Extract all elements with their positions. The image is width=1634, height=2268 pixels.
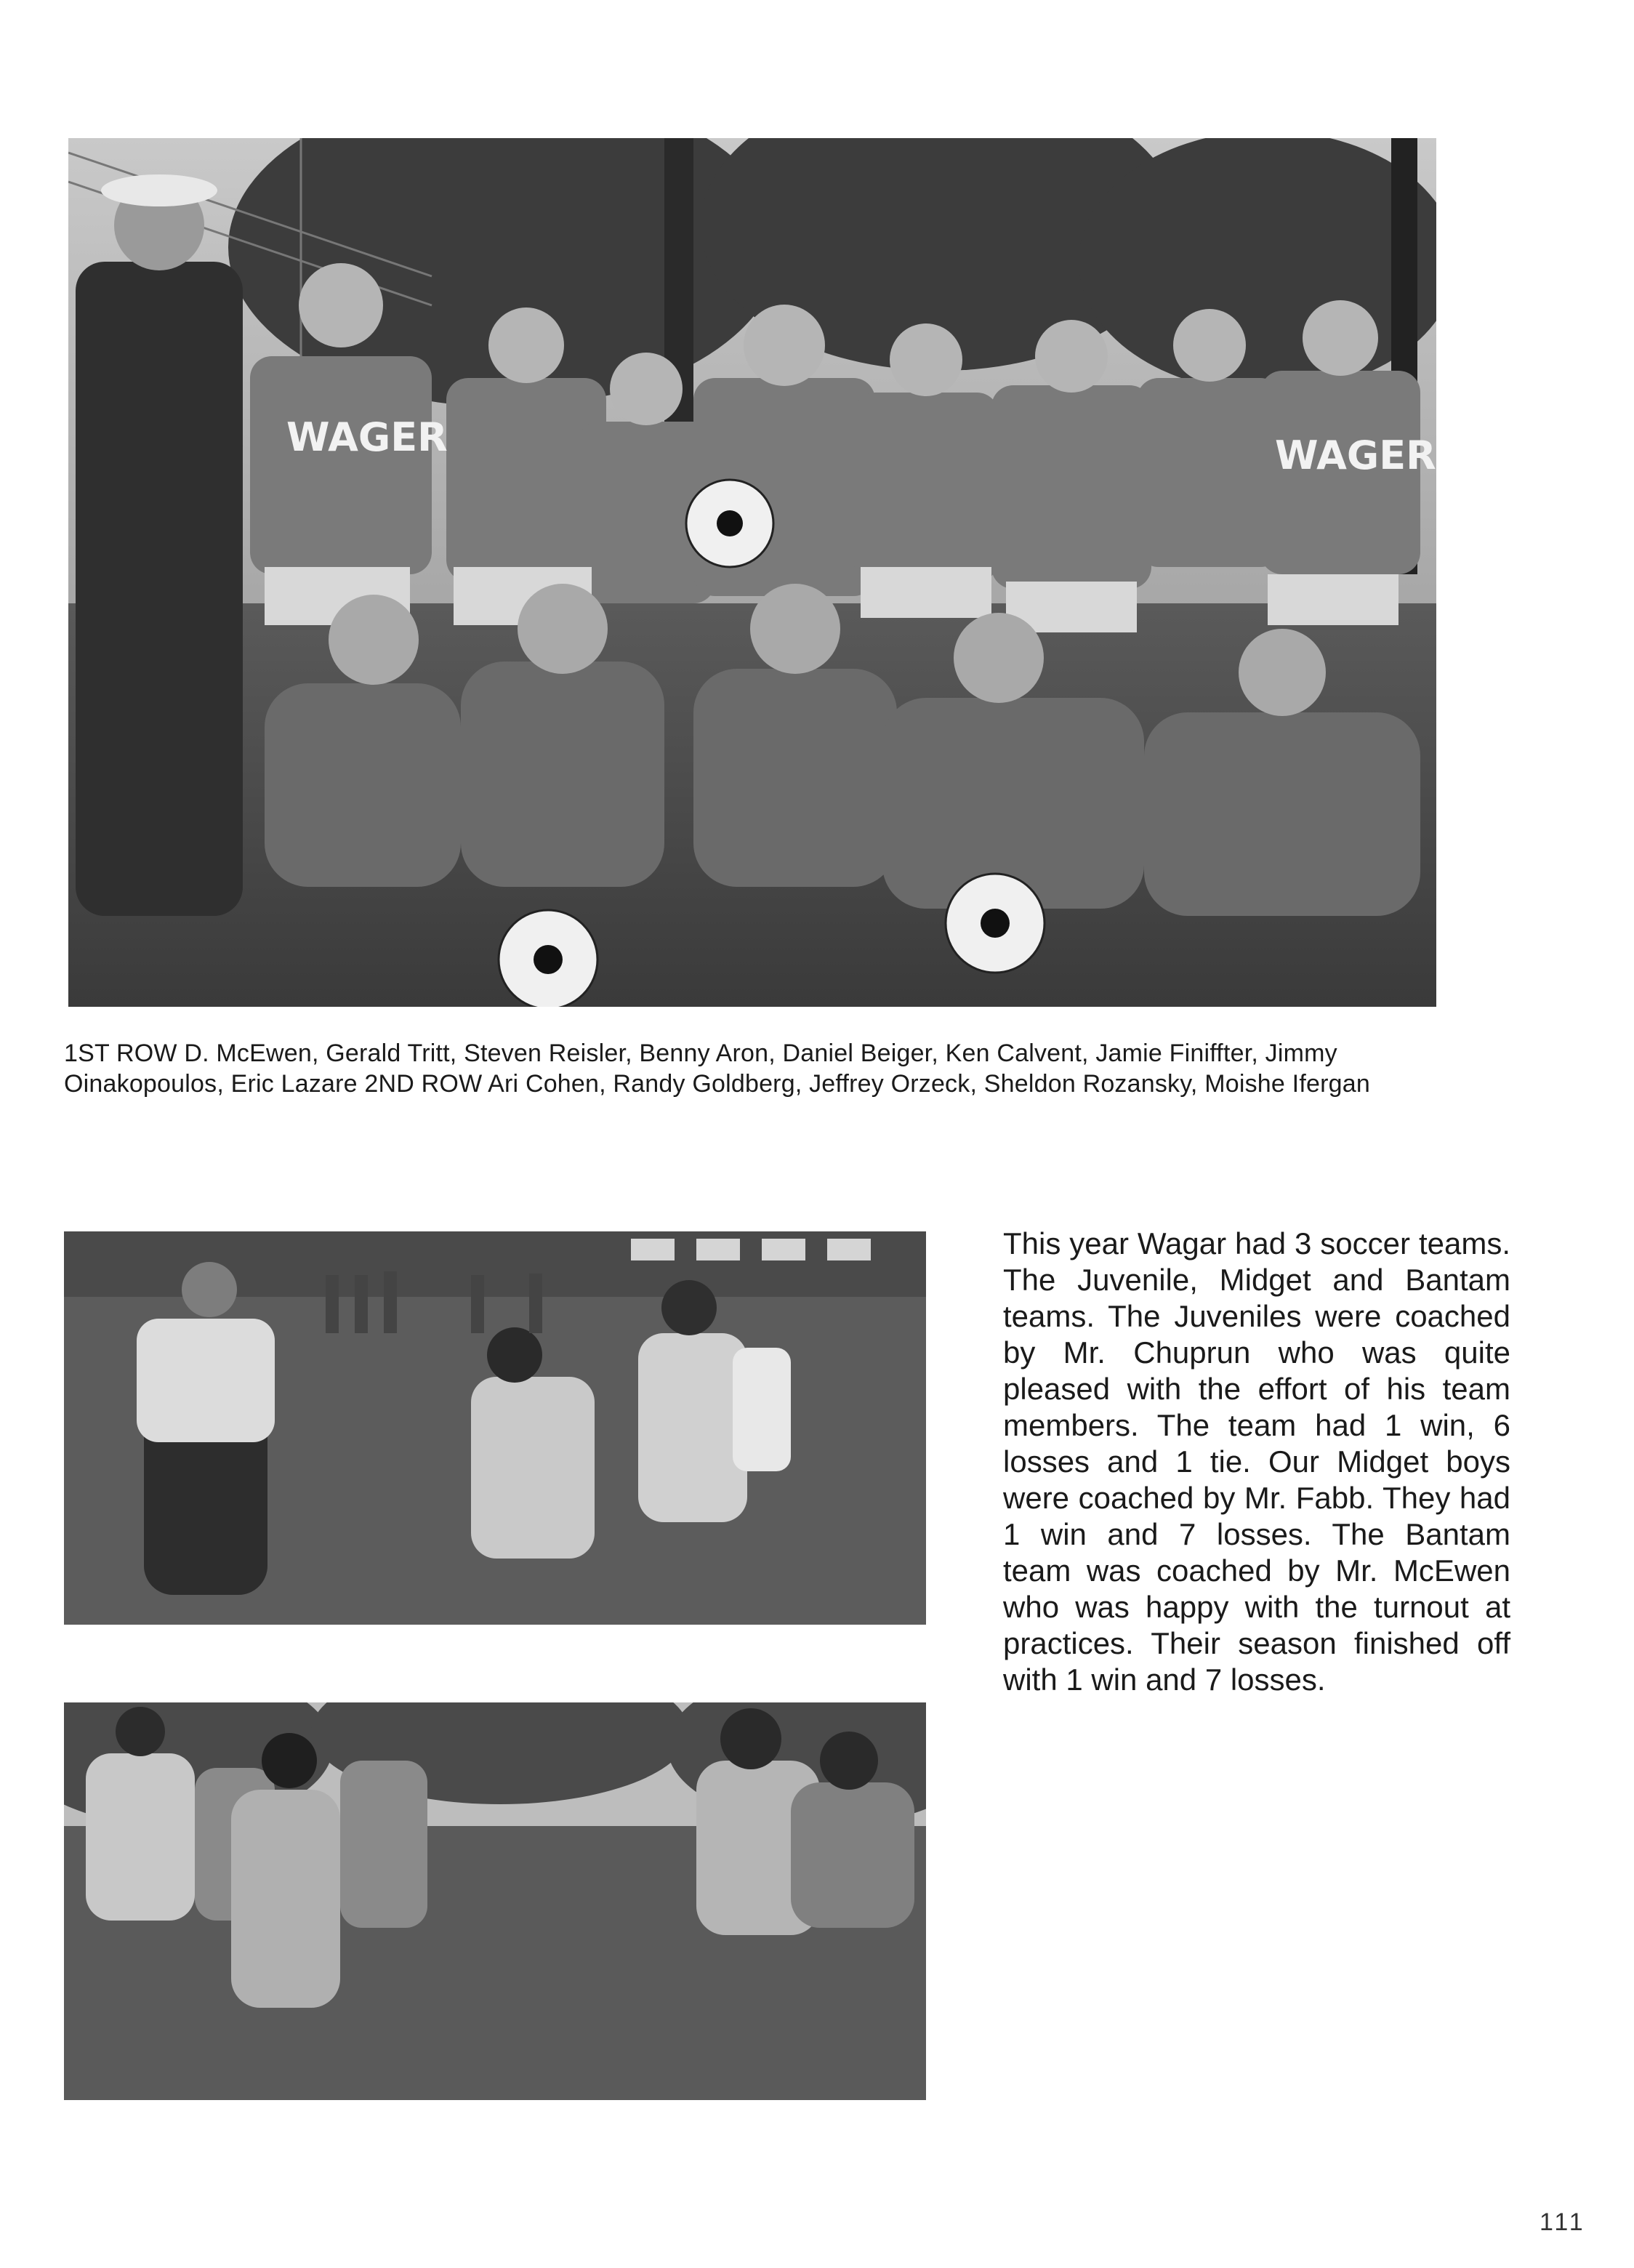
page-number: 111	[1540, 2208, 1586, 2236]
jersey-text: WAGER	[1275, 433, 1436, 478]
action-photo-bottom-graphic	[64, 1702, 926, 2100]
action-photo-top	[64, 1231, 926, 1625]
team-photo	[68, 138, 1436, 1007]
team-photo-graphic	[68, 138, 1436, 1007]
coach-figure	[76, 174, 243, 916]
article-text: This year Wagar had 3 soccer teams. The Juvenile, Midget and Bantam teams. The Juveniles were coached by Mr. Chuprun who was quite pleased with the effort of his team members. The team had 1 win, 6 losses and 1 tie. Our Midget boys were coached by Mr. Fabb. They had 1 win and 7 losses. The Bantam team was coached by Mr. McEwen who was happy with the turnout at practices. Their season finished off with 1 win and 7 losses.	[1003, 1226, 1510, 1697]
action-photo-bottom	[64, 1702, 926, 2100]
caption-line-2: Oinakopoulos, Eric Lazare 2ND ROW Ari Cohen, Randy Goldberg, Jeffrey Orzeck, Sheldon Rozansky, Moishe Ifergan	[64, 1070, 1370, 1098]
jersey-text: WAGER	[286, 414, 448, 460]
action-photo-top-graphic	[64, 1231, 926, 1625]
caption-line-1: 1ST ROW D. McEwen, Gerald Tritt, Steven Reisler, Benny Aron, Daniel Beiger, Ken Calvent, Jamie Finiffter, Jimmy	[64, 1040, 1337, 1067]
team-photo-caption	[64, 1038, 1436, 1099]
